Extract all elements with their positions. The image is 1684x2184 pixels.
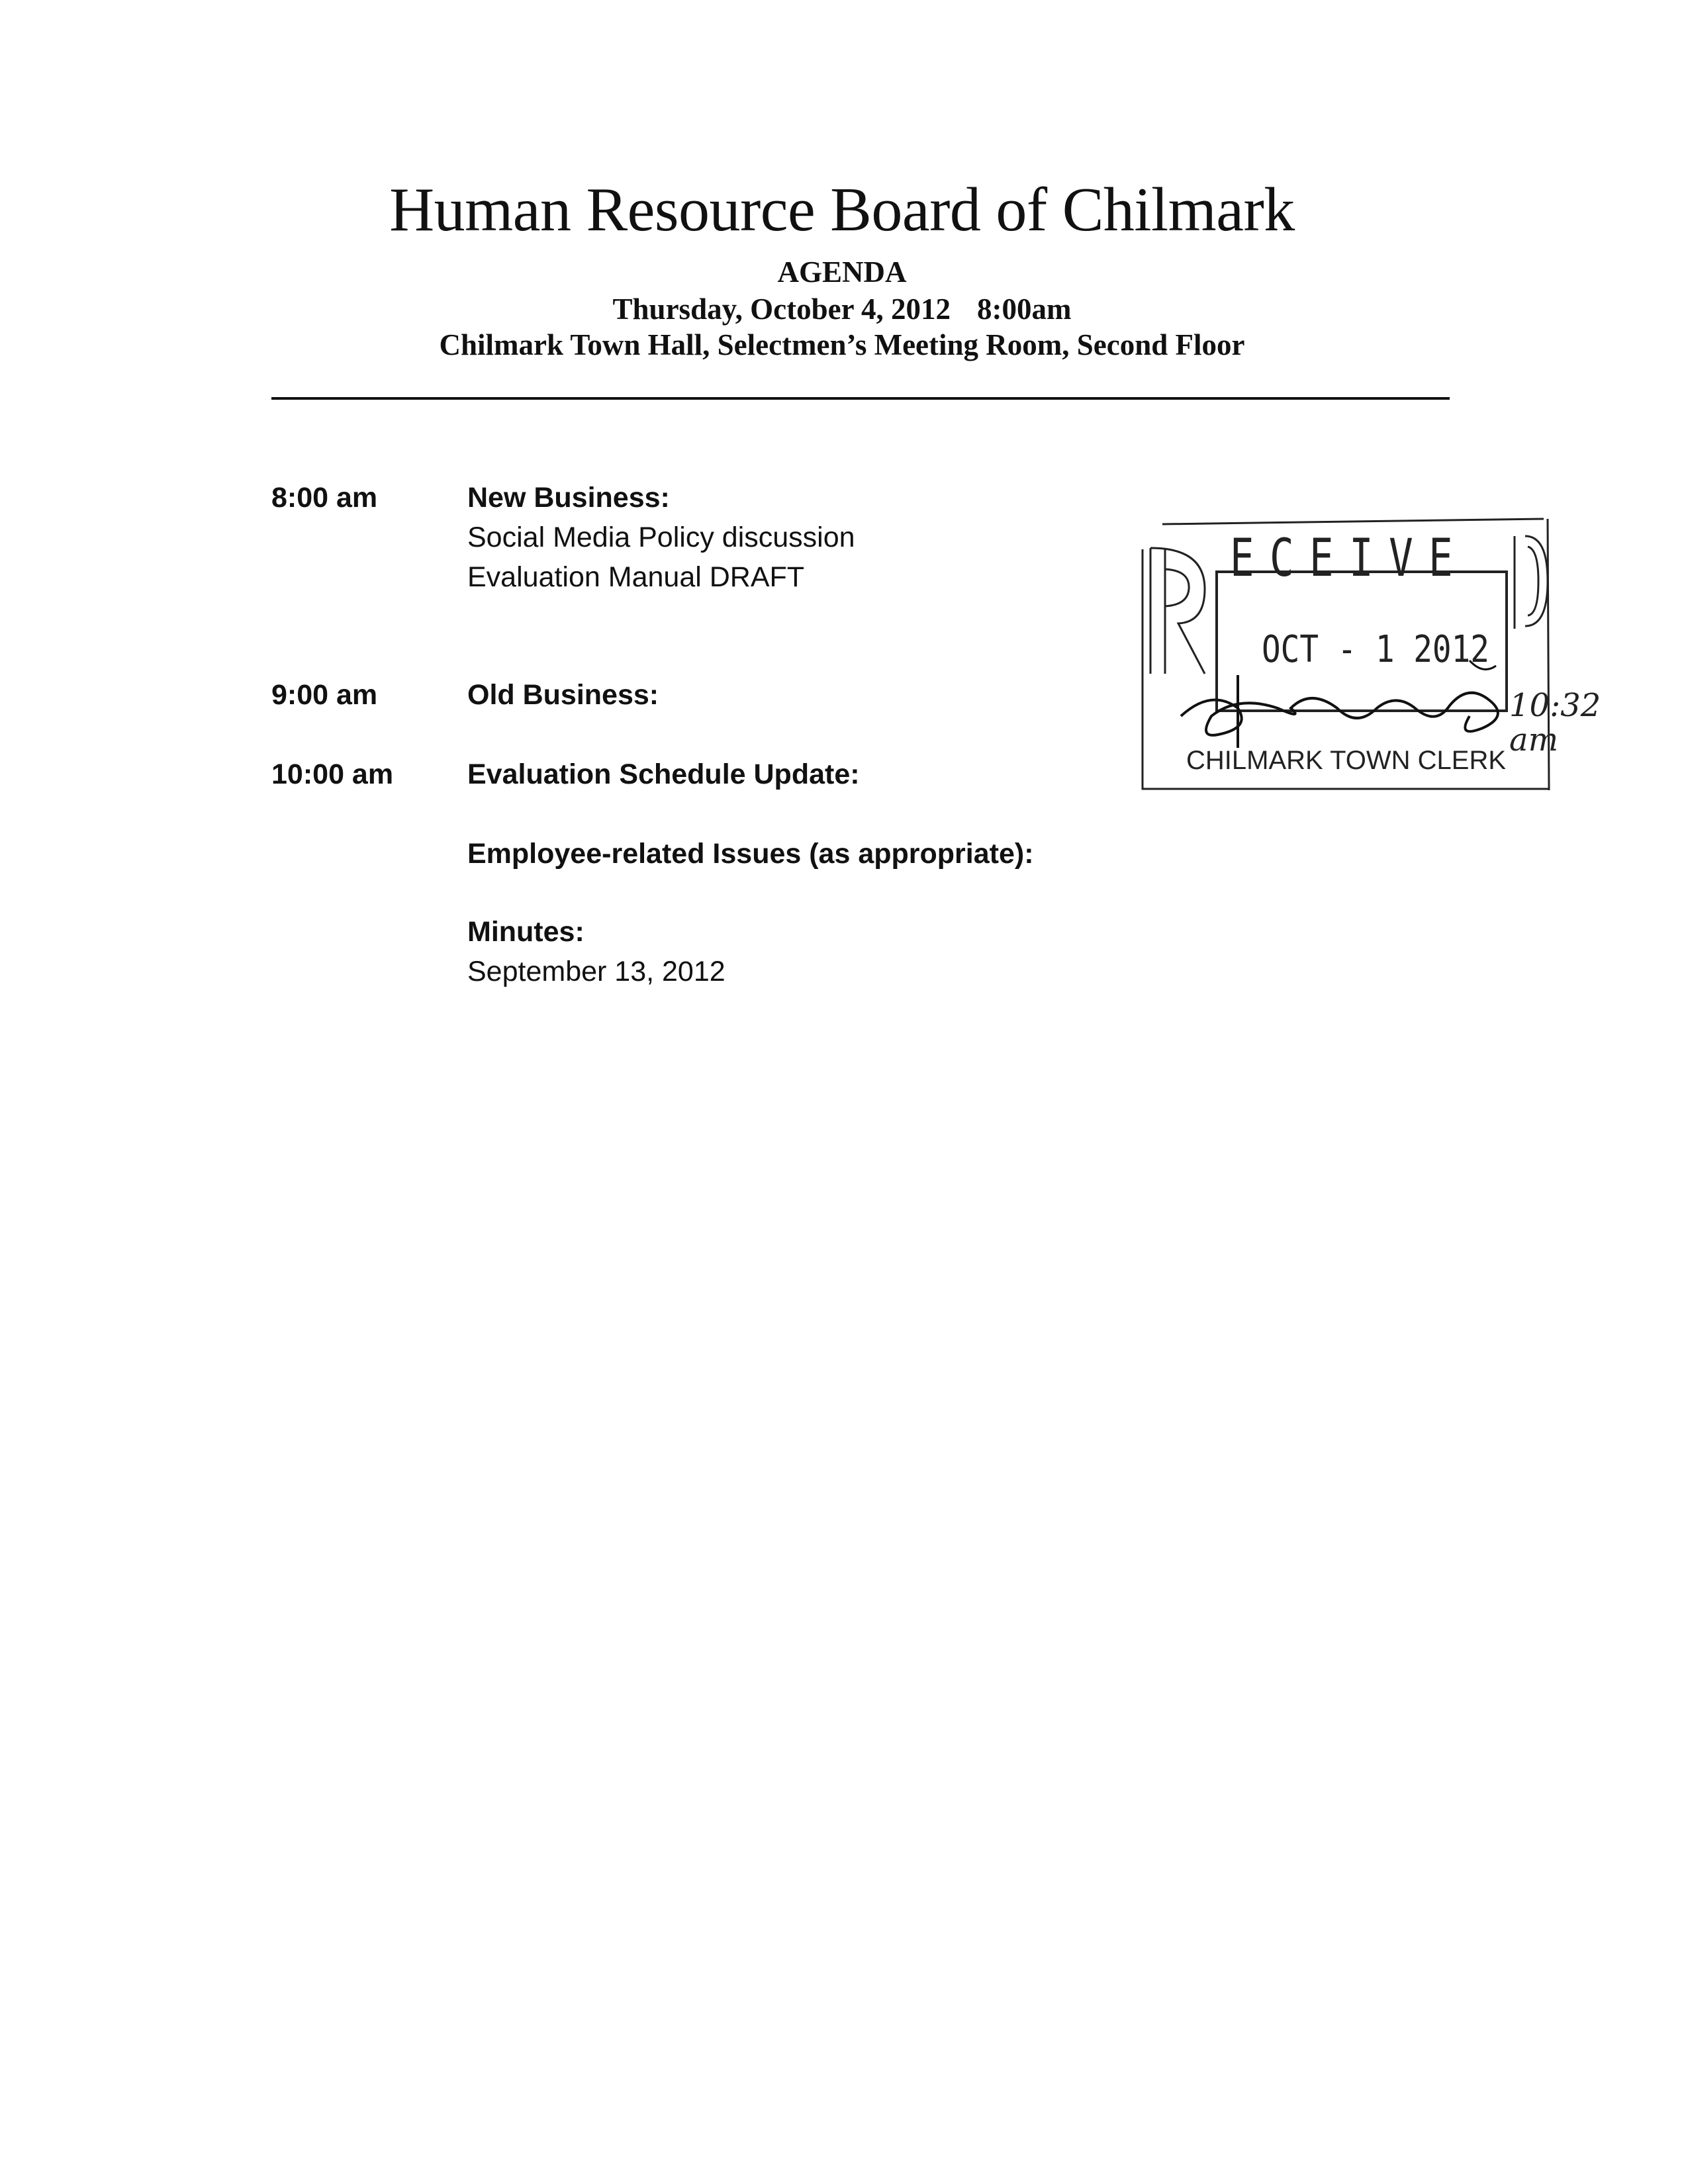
meeting-dateline [0, 291, 1684, 327]
stamp-date-text: OCT - 1 2012 [1262, 628, 1489, 671]
stamp-received-text: ECEIVE [1230, 529, 1469, 588]
agenda-item-minutes-date: September 13, 2012 [467, 956, 725, 987]
agenda-label: AGENDA [777, 255, 907, 289]
stamp-clerk-text: CHILMARK TOWN CLERK [1186, 746, 1507, 775]
meeting-time: 8:00am [976, 293, 1072, 326]
agenda-item-evaluation-manual: Evaluation Manual DRAFT [467, 561, 805, 593]
agenda-item-social-media: Social Media Policy discussion [467, 522, 855, 553]
received-stamp [1139, 510, 1601, 801]
agenda-time-3: 10:00 am [271, 758, 394, 790]
agenda-heading-evaluation-schedule: Evaluation Schedule Update: [467, 758, 860, 790]
agenda-time-2: 9:00 am [271, 679, 378, 711]
agenda-heading-employee-issues: Employee-related Issues (as appropriate): [467, 838, 1034, 870]
header-divider [271, 397, 1450, 400]
stamp-handwritten-time: 10:32 am [1509, 687, 1601, 758]
agenda-heading-new-business: New Business: [467, 482, 670, 514]
meeting-date: Thursday, October 4, 2012 [612, 293, 951, 326]
meeting-location: Chilmark Town Hall, Selectmen’s Meeting Room, Second Floor [439, 328, 1245, 361]
agenda-heading-old-business: Old Business: [467, 679, 659, 711]
agenda-time-1: 8:00 am [271, 482, 378, 514]
document-title: Human Resource Board of Chilmark [389, 175, 1295, 244]
agenda-heading-minutes: Minutes: [467, 916, 585, 948]
